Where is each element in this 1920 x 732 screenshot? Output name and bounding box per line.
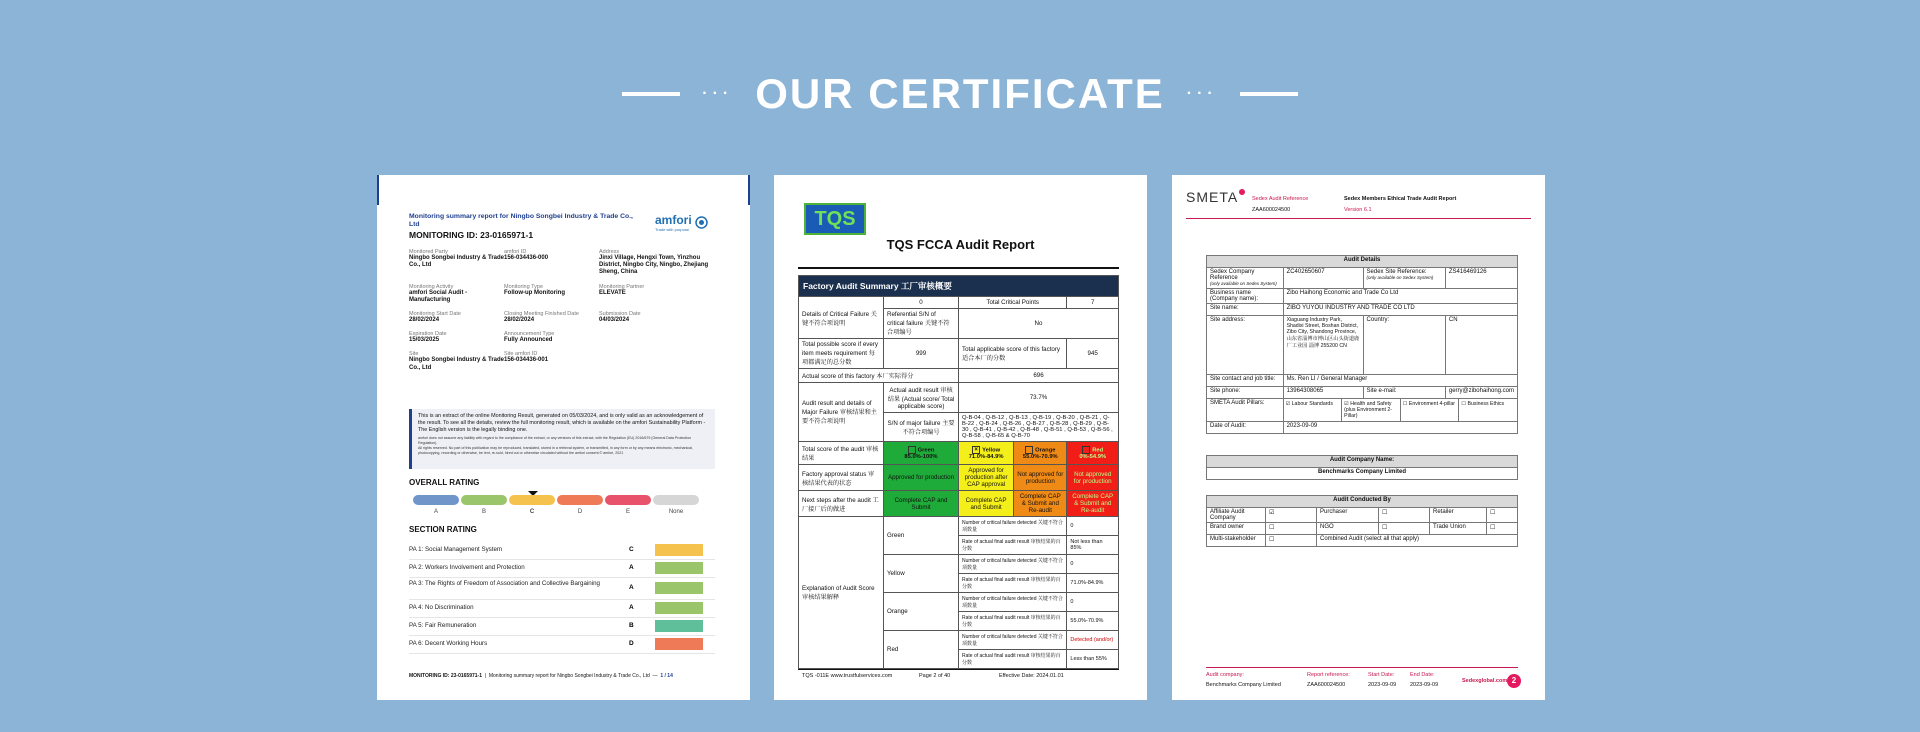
heading-dots-right: ···	[1186, 85, 1218, 102]
amfori-logo	[655, 213, 708, 232]
monitoring-fields	[409, 249, 719, 372]
section-row: PA 1: Social Management System C	[409, 543, 715, 560]
rating-label: D	[577, 509, 583, 515]
footer-company: Benchmarks Company Limited	[1206, 682, 1281, 688]
grade-chip	[655, 582, 703, 594]
accent-bar-right	[748, 175, 750, 205]
grade-chip	[655, 638, 703, 650]
band-orange: Orange 55.0%-70.9%	[1014, 442, 1067, 465]
summary-header: Factory Audit Summary 工厂审核概要	[799, 276, 1119, 297]
band-yellow: × Yellow 71.0%-84.9%	[959, 442, 1014, 465]
monitoring-id: MONITORING ID: 23-0165971-1	[409, 229, 534, 240]
field-monitoring-partner: Monitoring Partner ELEVATE	[599, 283, 645, 296]
pillar-health: ☑ Health and Safety (plus Environment 2-Pillar)	[1342, 399, 1401, 421]
heading-line-left	[622, 92, 680, 96]
heading-title: OUR CERTIFICATE	[755, 70, 1165, 117]
smeta-logo-dot	[1239, 189, 1245, 195]
rating-scale	[413, 495, 699, 505]
accent-bar-left	[377, 175, 379, 205]
amfori-circle-icon	[695, 216, 708, 229]
tqs-logo: TQS	[804, 203, 866, 235]
field-submission-date: Submission Date 04/03/2024	[599, 310, 641, 323]
tqs-footer-left: TQS -011E www.trustfulservices.com	[802, 673, 893, 679]
section-row: PA 5: Fair Remuneration B	[409, 619, 715, 636]
rating-labels	[413, 509, 699, 515]
tqs-footer-page: Page 2 of 40	[919, 673, 951, 679]
footer-end: 2023-09-09	[1410, 682, 1439, 688]
overall-rating-title: OVERALL RATING	[409, 478, 480, 487]
field-site-amfori-id: Site amfori ID 156-034436-001	[504, 351, 549, 364]
sedex-ref-label: Sedex Audit Reference	[1252, 196, 1309, 202]
field-start-date: Monitoring Start Date 28/02/2024	[409, 310, 461, 323]
section-row: PA 6: Decent Working Hours D	[409, 637, 715, 654]
audit-summary-table: Factory Audit Summary 工厂审核概要 Details of Critical Failure 关键不符合项说明 0 Total Critical Points 7 Referential S/N of critical failure 关键不符合项编号 No Total possible score if every item meets requirement 每项都满足的总分数 999 Total applicable score of this factory 适合本厂的分数 945 Actual score of this factory 本厂实际得分 696 Audit result and details of Major Failure 审核结果和主要不符合项说明 Actual audit result 审核结果 (Actual score/ Total applicable score) 73.7% S/N of major failure 主要不符合项编号 Q-B-04 , Q-B-12 , Q-B-13 , Q-B-19 , Q-B-20 , Q-B-21 , Q-B-22 , Q-B-24 , Q-B-26 , Q-B-27 , Q-B-28 , Q-B-29 , Q-B-30 , Q-B-41 , Q-B-42 , Q-B-48 , Q-B-51 , Q-B-53 , Q-B-56 , Q-B-58 , Q-B-65 & Q-B-70 Total score of the audit 审核结果 Green 85.0%-100% × Yellow 71.0%-84.9% Orange 55.0%-70.9% Red 0%-54.9% Factory approval status 审核结果代表的状态 Approved for production Approved for production after CAP approval Not approved for production Not approved for production Next steps after the audit 工厂接厂后的做进 Complete CAP and Submit Complete CAP and Submit Complete CAP & Submit and Re-audit Complete CAP & Submit and Re-audit Explanation of Audit Score 审核结果解释 Green Number of critical failure detected 关键不符合项数量 0 Rate of actual final audit result 审核结果的百分数 Not less than 85% Yellow Number of critical failure detected 关键不符合项数量 0 Rate of actual final audit result 审核结果的百分数 71.0%-84.9% Orange Number of critical failure detected 关键不符合项数量 0 Rate of actual final audit result 审核结果的百分数 55.0%-70.9% Red Number of critical failure detected 关键不符合项数量 Detected (and/or) Rate of actual final audit result 审核结果的百分数 Less than 55%	[798, 275, 1119, 669]
field-closing-date: Closing Meeting Finished Date 28/02/2024	[504, 310, 579, 323]
field-address: Address Jinxi Village, Hengxi Town, Yinzhou District, Ningbo City, Ningbo, Zhejiang Sheng, China	[599, 249, 709, 276]
notice-small-1: amfori does not assume any liability with regard to the compliance of the extract, or any versions of this extract, with the Regulation (EU) 2016/679 (General Data Protection Regulation).	[418, 436, 692, 445]
footer-start-label: Start Date:	[1368, 672, 1395, 678]
footer-ref-label: Report reference:	[1307, 672, 1350, 678]
rating-seg-none	[653, 495, 699, 505]
field-monitoring-type: Monitoring Type Follow-up Monitoring	[504, 283, 565, 296]
section-rating-title: SECTION RATING	[409, 525, 477, 534]
pillar-environment: ☐ Environment 4-pillar	[1401, 399, 1460, 421]
rating-seg-c	[509, 495, 555, 505]
pillar-business-ethics: ☐ Business Ethics	[1461, 401, 1505, 407]
field-amfori-id: amfori ID 156-034436-000	[504, 249, 549, 261]
section-row: PA 2: Workers Involvement and Protection A	[409, 561, 715, 578]
certificate-smeta[interactable]	[1172, 175, 1545, 700]
footer-site: Sedexglobal.com	[1462, 678, 1508, 684]
audit-details-table: Audit Details Sedex Company Reference (only available on Sedex System) ZC402650607 Sedex Site Reference: (only available on Sedex System) ZS416469126 Business name (Company name): Zibo Haihong Economic and Trade Co Ltd Site name: ZIBO YUYOU INDUSTRY AND TRADE CO LTD Site address: Xiaguang Industry Park, Shadixi Street, Boshan District, Zibo City, Shandong Province, 山东省淄博市博山区山头街道鹿厂工业园 淄博 255200 CN Country: CN Site contact and job title: Ms. Ren LI / General Manager Site phone: 13964308065 Site e-mail: gerry@zibohaihong.com SMETA Audit Pillars: ☑ Labour Standards ☑ Health and Safety (plus Environment 2-Pillar) ☐ Environment 4-pillar ☐ Business Ethics Date of Audit: 2023-09-09	[1206, 255, 1518, 434]
heading-line-right	[1240, 92, 1298, 96]
certificate-amfori[interactable]	[377, 175, 750, 700]
section-row: PA 4: No Discrimination A	[409, 601, 715, 618]
band-red: Red 0%-54.9%	[1067, 442, 1119, 465]
field-monitoring-activity: Monitoring Activity amfori Social Audit - Manufacturing	[409, 283, 468, 303]
certificate-tqs[interactable]	[774, 175, 1147, 700]
rating-label: E	[625, 509, 630, 515]
rating-seg-d	[557, 495, 603, 505]
footer-rule	[1206, 667, 1518, 668]
audit-company-table: Audit Company Name: Benchmarks Company Limited	[1206, 455, 1518, 480]
grade-chip	[655, 544, 703, 556]
section-row: PA 3: The Rights of Freedom of Association and Collective Bargaining A	[409, 579, 715, 600]
amfori-footer: MONITORING ID: 23-0165971-1 | Monitoring summary report for Ningbo Songbei Industry & Trade Co., Ltd — 1 / 14	[409, 673, 673, 679]
rating-label: None	[668, 509, 684, 515]
tqs-footer-date: Effective Date: 2024.01.01	[999, 673, 1064, 679]
title-rule	[798, 267, 1119, 269]
smeta-doc-title: Sedex Members Ethical Trade Audit Report	[1344, 196, 1457, 202]
header-rule	[1186, 218, 1531, 219]
amfori-logo-sub: Trade with purpose	[655, 227, 690, 232]
rating-label: C	[529, 509, 535, 515]
field-expiration-date: Expiration Date 15/03/2025	[409, 331, 447, 344]
notice-small-2: All rights reserved. No part of this publication may be reproduced, translated, stored in a retrieval system, or transmitted, in any form or by any means electronic, mechanical, photocopying, recording or otherwise, be lent, re-sold, hired out or otherwise circulated without the amfori consent.© amfori, 2021	[418, 446, 693, 455]
pillar-labour: ☑ Labour Standards	[1284, 399, 1343, 421]
field-site: Site Ningbo Songbei Industry & Trade Co., Ltd	[409, 351, 505, 371]
rating-seg-b	[461, 495, 507, 505]
smeta-logo: SMETA	[1186, 189, 1245, 205]
field-empty	[599, 331, 719, 344]
audit-conducted-table: Audit Conducted By Affiliate Audit Company ☑ Purchaser ☐ Retailer ☐ Brand owner ☐ NGO ☐ Trade Union ☐ Multi-stakeholder ☐ Combined Audit (select all that apply)	[1206, 495, 1518, 547]
rating-seg-a	[413, 495, 459, 505]
footer-ref: ZAA600024500	[1307, 682, 1346, 688]
rating-label: B	[481, 509, 486, 515]
field-monitored-party: Monitored Party Ningbo Songbei Industry & Trade Co., Ltd	[409, 249, 505, 269]
grade-chip	[655, 602, 703, 614]
footer-company-label: Audit company:	[1206, 672, 1244, 678]
smeta-version: Version 6.1	[1344, 207, 1372, 213]
field-announcement-type: Announcement Type Fully Announced	[504, 331, 555, 344]
grade-chip	[655, 562, 703, 574]
notice-box	[409, 409, 715, 469]
report-title: Monitoring summary report for Ningbo Songbei Industry & Trade Co., Ltd	[409, 213, 633, 229]
band-green: Green 85.0%-100%	[884, 442, 959, 465]
footer-rule	[798, 669, 1119, 670]
pillars-cell	[1283, 399, 1517, 422]
grade-chip	[655, 620, 703, 632]
heading-dots-left: ···	[702, 85, 734, 102]
sedex-ref-value: ZAA600024500	[1252, 207, 1291, 213]
section-heading	[0, 70, 1920, 118]
amfori-logo-text: amfori	[655, 213, 692, 227]
page-badge: 2	[1507, 674, 1521, 688]
tqs-title: TQS FCCA Audit Report	[886, 237, 1035, 252]
footer-start: 2023-09-09	[1368, 682, 1397, 688]
rating-seg-e	[605, 495, 651, 505]
rating-label: A	[433, 509, 438, 515]
footer-end-label: End Date:	[1410, 672, 1435, 678]
notice-main: This is an extract of the online Monitoring Result, generated on 05/03/2024, and is only valid as an acknowledgement of the result. To see all the details, review the full monitoring result, which is available on the amfori Sustainability Platform - The English version is the legally binding one.	[418, 413, 706, 434]
